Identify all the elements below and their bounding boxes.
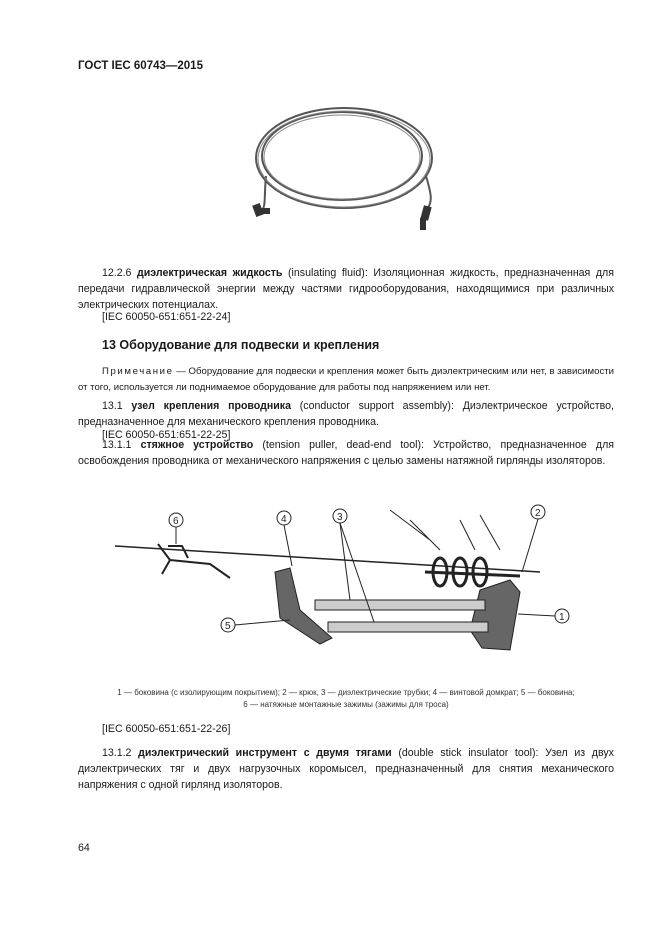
document-header: ГОСТ IEC 60743—2015 — [78, 60, 203, 72]
term: узел крепления проводника — [131, 400, 291, 412]
clause-number: 12.2.6 — [102, 267, 132, 279]
callout-4: 4 — [281, 514, 287, 525]
term: диэлектрический инструмент с двумя тягами — [138, 747, 392, 759]
definition-text: Устройство, предназначенное для освобождения проводника от механического напряжения с целью замены натяжной гирлянды изоляторов. — [78, 439, 615, 467]
tension-puller-drawing — [110, 500, 580, 670]
note-label: Примечание — [102, 366, 174, 377]
definition-13-1-2 — [78, 745, 614, 793]
clause-number: 13.1.1 — [102, 439, 132, 451]
definition-text: Изоляционная жидкость, предназначенная для передачи гидравлической энергии между частями гидрооборудования, находящимися при различных электрических потенциалах. — [78, 267, 614, 311]
figure-caption-line1: 1 — боковина (с изолирующим покрытием); 2 — крюк, 3 — диэлектрические трубки; 4 — винтовой домкрат; 5 — боковина; — [117, 688, 575, 697]
callout-1: 1 — [559, 612, 565, 623]
definition-text: Узел из двух диэлектрических тяг и двух нагрузочных коромысел, предназначенный для снятия механического напряжения с одной гирлянд изоляторов. — [78, 747, 614, 791]
definition-text: Диэлектрическое устройство, предназначенное для механического крепления проводника. — [78, 400, 614, 428]
reference: [IEC 60050-651:651-22-24] — [102, 311, 231, 323]
clause-number: 13.1 — [102, 400, 123, 412]
section-heading: 13 Оборудование для подвески и крепления — [102, 338, 380, 352]
term-english: (tension puller, dead-end tool): — [262, 439, 424, 451]
term-english: (conductor support assembly): — [299, 400, 454, 412]
definition-13-1-1 — [78, 437, 614, 469]
reference: [IEC 60050-651:651-22-25] — [102, 429, 231, 441]
definition-13-1 — [78, 398, 614, 430]
term: диэлектрическая жидкость — [137, 267, 283, 279]
clause-number: 13.1.2 — [102, 747, 132, 759]
tension-puller-figure — [110, 500, 580, 670]
figure-caption-line2: 6 — натяжные монтажные зажимы (зажимы для троса) — [243, 700, 449, 709]
note — [78, 364, 614, 396]
callout-3: 3 — [337, 512, 343, 523]
term-english: (insulating fluid): — [288, 267, 368, 279]
page-number: 64 — [78, 842, 90, 854]
term-english: (double stick insulator tool): — [398, 747, 539, 759]
definition-12-2-6 — [78, 265, 614, 313]
reference: [IEC 60050-651:651-22-26] — [102, 723, 231, 735]
hydraulic-hose-figure — [236, 96, 448, 246]
term: стяжное устройство — [140, 439, 254, 451]
note-text: — Оборудование для подвески и крепления может быть диэлектрическим или нет, в зависимости от того, используется ли поднимаемое оборудование для работы под напряжением или нет. — [78, 366, 614, 393]
hose-drawing — [236, 96, 448, 246]
callout-2: 2 — [535, 508, 541, 519]
callout-5: 5 — [225, 621, 231, 632]
callout-6: 6 — [173, 516, 179, 527]
